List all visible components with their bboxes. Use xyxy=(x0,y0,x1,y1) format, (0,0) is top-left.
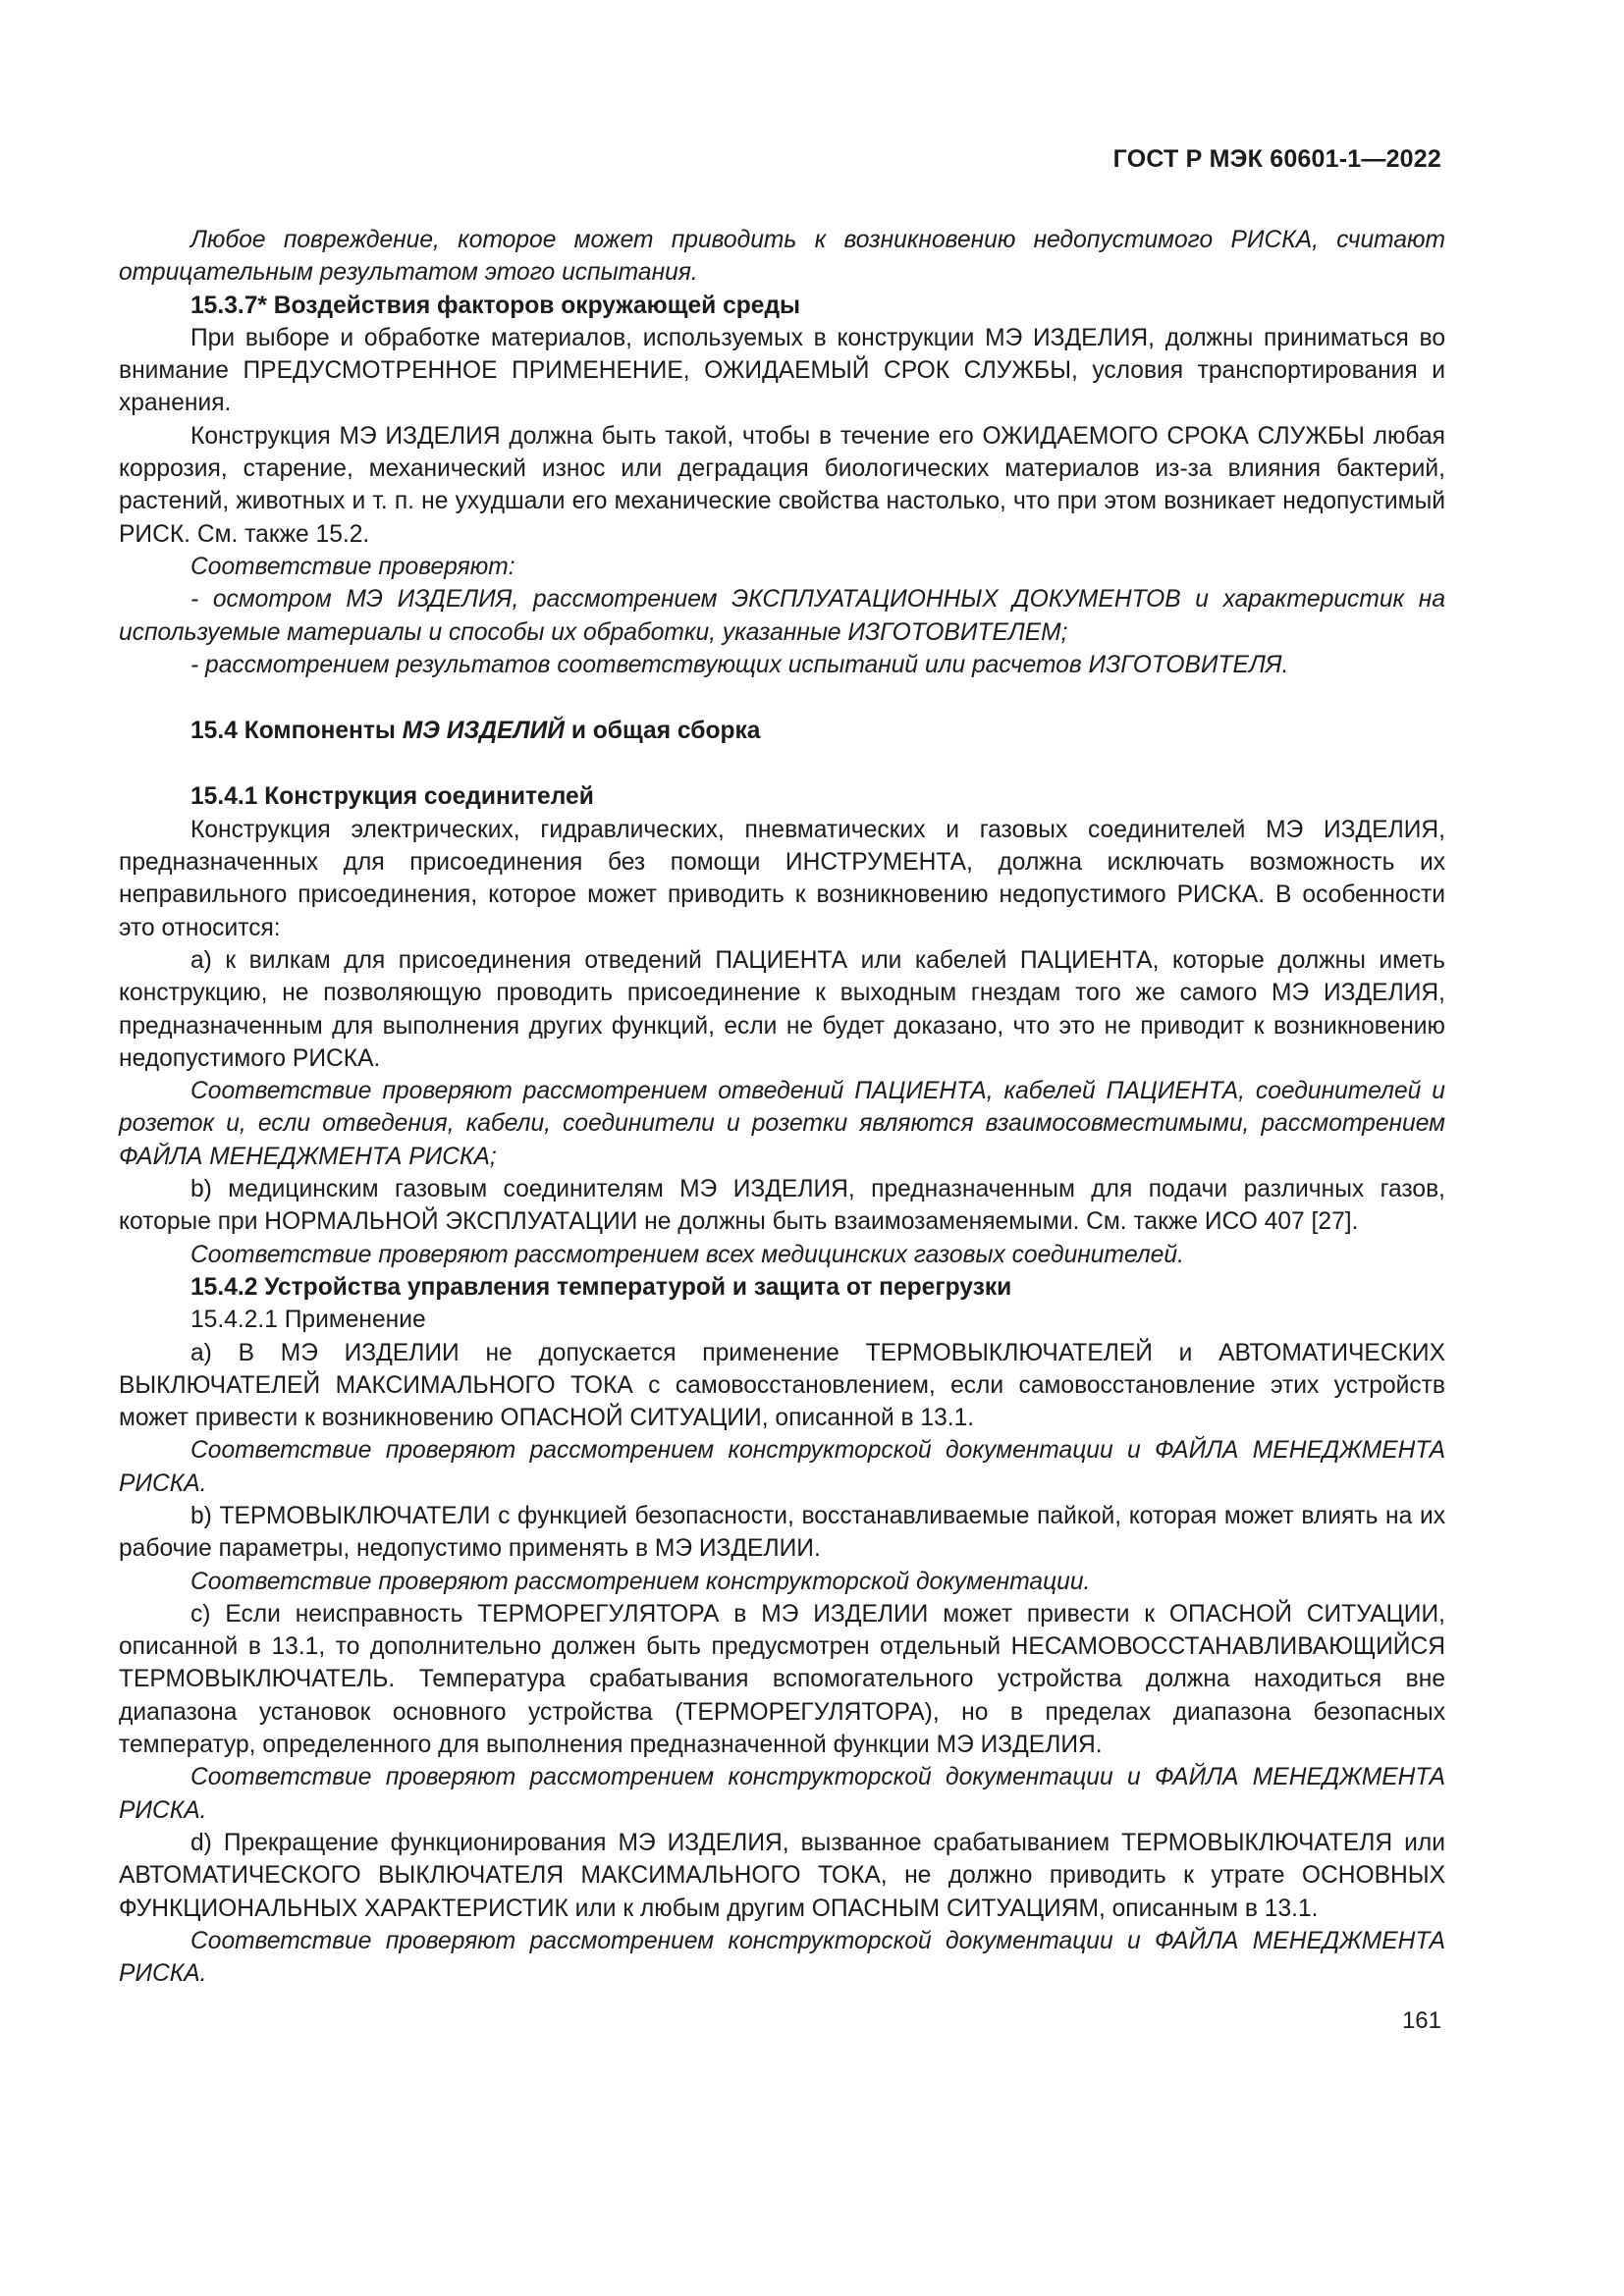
paragraph-item-a-plugs: a) к вилкам для присоединения отведений ПАЦИЕНТА или кабелей ПАЦИЕНТА, которые должны иметь конструкцию, не позволяющую проводить присоединение к выходным гнездам того же самого МЭ ИЗДЕЛИЯ, предназначенным для выполнения других функций, если не будет доказано, что это не приводит к возникновению недопустимого РИСКА. xyxy=(119,946,1445,1072)
paragraph-service-life: Конструкция МЭ ИЗДЕЛИЯ должна быть такой, чтобы в течение его ОЖИДАЕМОГО СРОКА СЛУЖБЫ любая коррозия, старение, механический износ или деградация биологических материалов из-за влияния бактерий, растений, животных и т. п. не ухудшали его механические свойства настолько, что при этом возникает недопустимый РИСК. См. также 15.2. xyxy=(119,422,1445,548)
heading-15-3-7: 15.3.7* Воздействия факторов окружающей среды xyxy=(190,292,801,319)
paragraph-item-c-thermal: c) Если неисправность ТЕРМОРЕГУЛЯТОРА в МЭ ИЗДЕЛИИ может привести к ОПАСНОЙ СИТУАЦИИ, описанной в 13.1, то дополнительно должен быть предусмотрен отдельный НЕСАМОВОССТАНАВЛИВАЮЩИЙСЯ ТЕРМОВЫКЛЮЧАТЕЛЬ. Температура срабатывания вспомогательного устройства должна находиться вне диапазона установок основного устройства (ТЕРМОРЕГУЛЯТОРА), но в пределах диапазона безопасных температур, определенного для выполнения предназначенной функции МЭ ИЗДЕЛИЯ. xyxy=(119,1600,1445,1759)
heading-15-4 xyxy=(119,715,1445,747)
list-item-test-results: - рассмотрением результатов соответствующих испытаний или расчетов ИЗГОТОВИТЕЛЯ. xyxy=(190,651,1289,678)
paragraph-compliance-gas: Соответствие проверяют рассмотрением всех медицинских газовых соединителей. xyxy=(190,1241,1184,1268)
page-number: 161 xyxy=(1401,2007,1441,2034)
list-item-inspection: - осмотром МЭ ИЗДЕЛИЯ, рассмотрением ЭКСПЛУАТАЦИОННЫХ ДОКУМЕНТОВ и характеристик на используемые материалы и способы их обработки, указанные ИЗГОТОВИТЕЛЕМ; xyxy=(119,586,1445,646)
paragraph-item-d-thermal: d) Прекращение функционирования МЭ ИЗДЕЛИЯ, вызванное срабатыванием ТЕРМОВЫКЛЮЧАТЕЛЯ или АВТОМАТИЧЕСКОГО ВЫКЛЮЧАТЕЛЯ МАКСИМАЛЬНОГО ТОКА, не должно приводить к утрате ОСНОВНЫХ ФУНКЦИОНАЛЬНЫХ ХАРАКТЕРИСТИК или к любым другим ОПАСНЫМ СИТУАЦИЯМ, описанным в 13.1. xyxy=(119,1829,1445,1922)
paragraph-compliance-design-risk-2: Соответствие проверяют рассмотрением конструкторской документации и ФАЙЛА МЕНЕДЖМЕНТА РИСКА. xyxy=(119,1764,1445,1824)
paragraph-compliance-design-risk-1: Соответствие проверяют рассмотрением конструкторской документации и ФАЙЛА МЕНЕДЖМЕНТА РИСКА. xyxy=(119,1437,1445,1497)
heading-15-4-suffix: и общая сборка xyxy=(564,718,761,745)
page-content xyxy=(119,224,1445,1990)
paragraph-15-4-2-1: 15.4.2.1 Применение xyxy=(190,1307,426,1334)
paragraph-compliance-intro: Соответствие проверяют: xyxy=(190,553,515,580)
paragraph-compliance-design: Соответствие проверяют рассмотрением конструкторской документации. xyxy=(190,1568,1091,1595)
paragraph-item-a-thermal: a) В МЭ ИЗДЕЛИИ не допускается применение ТЕРМОВЫКЛЮЧАТЕЛЕЙ и АВТОМАТИЧЕСКИХ ВЫКЛЮЧАТЕЛЕЙ МАКСИМАЛЬНОГО ТОКА с самовосстановлением, если самовосстановление этих устройств может привести к возникновению ОПАСНОЙ СИТУАЦИИ, описанной в 13.1. xyxy=(119,1339,1445,1432)
paragraph-damage-note: Любое повреждение, которое может приводить к возникновению недопустимого РИСКА, считают отрицательным результатом этого испытания. xyxy=(119,227,1445,287)
heading-15-4-italic: МЭ ИЗДЕЛИЙ xyxy=(402,718,565,745)
paragraph-item-b-thermal: b) ТЕРМОВЫКЛЮЧАТЕЛИ с функцией безопасности, восстанавливаемые пайкой, которая может влиять на их рабочие параметры, недопустимо применять в МЭ ИЗДЕЛИИ. xyxy=(119,1502,1445,1563)
paragraph-materials: При выборе и обработке материалов, используемых в конструкции МЭ ИЗДЕЛИЯ, должны приниматься во внимание ПРЕДУСМОТРЕННОЕ ПРИМЕНЕНИЕ, ОЖИДАЕМЫЙ СРОК СЛУЖБЫ, условия транспортирования и хранения. xyxy=(119,324,1445,417)
heading-15-4-2: 15.4.2 Устройства управления температурой и защита от перегрузки xyxy=(190,1273,1012,1301)
paragraph-item-b-gas: b) медицинским газовым соединителям МЭ ИЗДЕЛИЯ, предназначенным для подачи различных газов, которые при НОРМАЛЬНОЙ ЭКСПЛУАТАЦИИ не должны быть взаимозаменяемыми. См. также ИСО 407 [27]. xyxy=(119,1176,1445,1236)
paragraph-connectors: Конструкция электрических, гидравлических, пневматических и газовых соединителей МЭ ИЗДЕЛИЯ, предназначенных для присоединения без помощи ИНСТРУМЕНТА, должна исключать возможность их неправильного присоединения, которое может приводить к возникновению недопустимого РИСКА. В особенности это относится: xyxy=(119,816,1445,941)
heading-15-4-1: 15.4.1 Конструкция соединителей xyxy=(190,783,594,811)
standard-header: ГОСТ Р МЭК 60601-1—2022 xyxy=(1112,145,1441,173)
paragraph-compliance-leads: Соответствие проверяют рассмотрением отведений ПАЦИЕНТА, кабелей ПАЦИЕНТА, соединителей и розеток и, если отведения, кабели, соединители и розетки являются взаимосовместимыми, рассмотрением ФАЙЛА МЕНЕДЖМЕНТА РИСКА; xyxy=(119,1078,1445,1170)
heading-15-4-prefix: 15.4 Компоненты xyxy=(190,718,403,745)
paragraph-compliance-design-risk-3: Соответствие проверяют рассмотрением конструкторской документации и ФАЙЛА МЕНЕДЖМЕНТА РИСКА. xyxy=(119,1927,1445,1988)
